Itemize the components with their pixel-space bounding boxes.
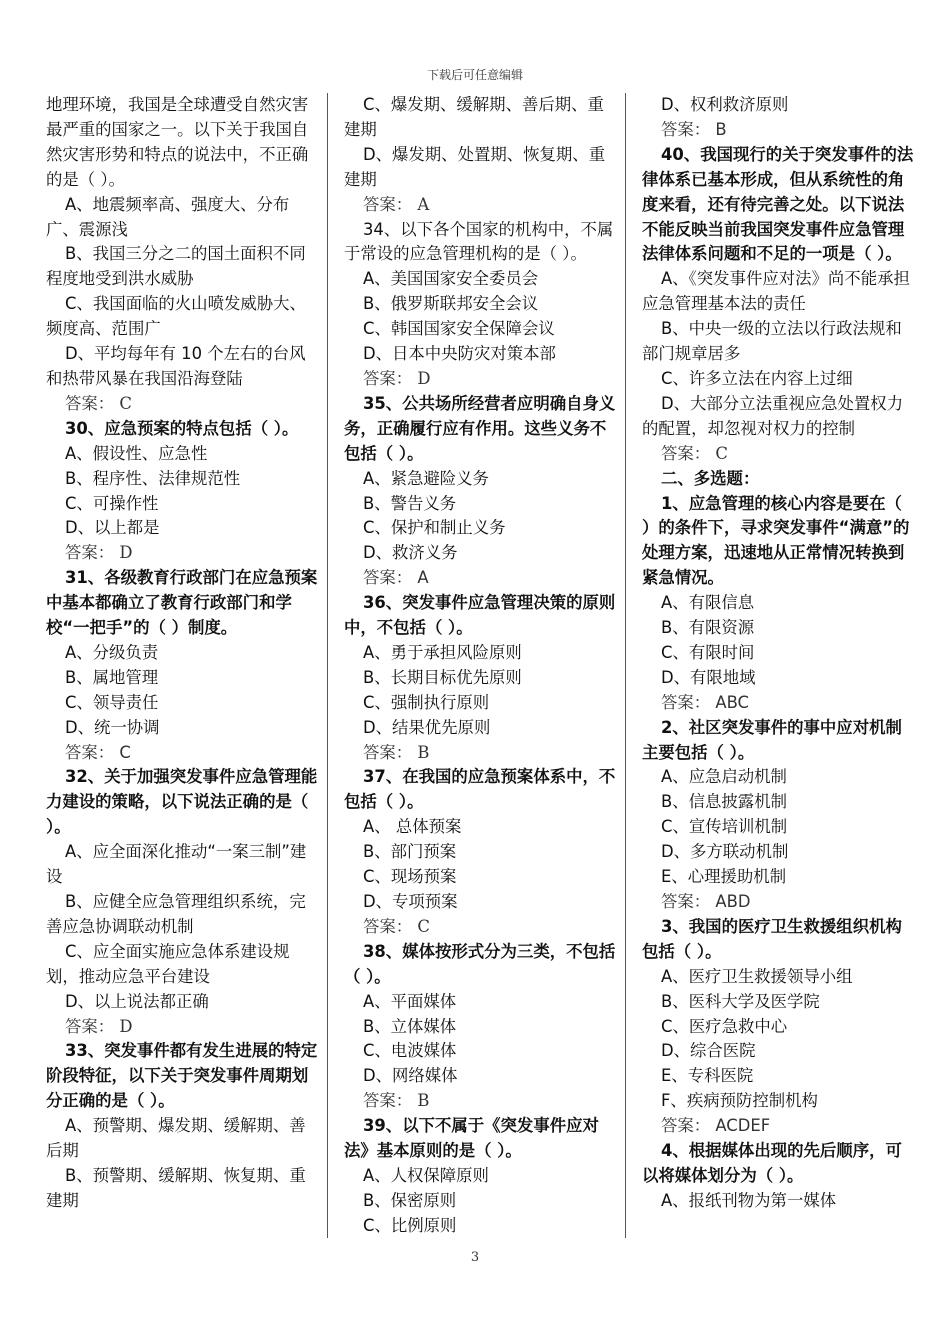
text-paragraph: C、可操作性 xyxy=(65,493,159,513)
text-paragraph: B、中央一级的立法以行政法规和部门规章居多 xyxy=(642,319,902,364)
answer-line: 答案： C xyxy=(65,742,131,762)
text-paragraph: A、有限信息 xyxy=(661,593,755,613)
text-paragraph: B、应健全应急管理组织系统，完善应急协调联动机制 xyxy=(46,892,306,936)
text-paragraph: D、以上都是 xyxy=(65,518,160,538)
answer-line: 答案： D xyxy=(363,368,431,388)
column-divider xyxy=(327,93,328,1238)
text-paragraph: A、医疗卫生救援领导小组 xyxy=(661,966,853,986)
answer-line: 答案： B xyxy=(661,119,727,139)
text-paragraph: A、勇于承担风险原则 xyxy=(363,642,522,662)
text-paragraph: E、心理援助机制 xyxy=(661,867,787,887)
text-paragraph: D、大部分立法重视应急处置权力的配置，却忽视对权力的控制 xyxy=(642,393,904,438)
page-header: 下载后可任意编辑 xyxy=(426,68,523,82)
question-heading: 1、应急管理的核心内容是要在（ ）的条件下，寻求突发事件“满意”的处理方案，迅速地从正常情况转换到紧急情况。 xyxy=(642,493,910,588)
text-paragraph: A、报纸刊物为第一媒体 xyxy=(661,1190,837,1210)
text-paragraph: C、我国面临的火山喷发威胁大、频度高、范围广 xyxy=(46,294,306,339)
text-paragraph: A、美国国家安全委员会 xyxy=(363,269,539,289)
question-heading: 38、媒体按形式分为三类，不包括（ ）。 xyxy=(344,941,616,986)
text-paragraph: C、现场预案 xyxy=(363,867,457,887)
text-paragraph: B、保密原则 xyxy=(363,1190,457,1210)
answer-line: 答案： A xyxy=(363,194,430,214)
text-paragraph: A、假设性、应急性 xyxy=(65,443,208,463)
text-paragraph: A、分级负责 xyxy=(65,642,159,662)
text-paragraph: C、宣传培训机制 xyxy=(661,817,788,837)
text-paragraph: A、 总体预案 xyxy=(363,817,462,837)
text-paragraph: B、部门预案 xyxy=(363,842,457,862)
text-paragraph: E、专科医院 xyxy=(661,1066,754,1086)
question-heading: 二、多选题： xyxy=(661,468,760,488)
text-paragraph: B、立体媒体 xyxy=(363,1016,457,1036)
question-heading: 37、在我国的应急预案体系中，不包括（ ）。 xyxy=(344,767,616,812)
text-paragraph: B、预警期、缓解期、恢复期、重建期 xyxy=(46,1165,306,1210)
text-paragraph: D、专项预案 xyxy=(363,892,458,911)
page-number: 3 xyxy=(470,1250,480,1265)
text-paragraph: C、有限时间 xyxy=(661,642,755,662)
text-paragraph: A、人权保障原则 xyxy=(363,1165,489,1185)
text-paragraph: B、信息披露机制 xyxy=(661,792,787,812)
text-paragraph: C、韩国国家安全保障会议 xyxy=(363,319,555,339)
text-paragraph: C、应全面实施应急体系建设规划，推动应急平台建设 xyxy=(46,941,290,986)
question-heading: 36、突发事件应急管理决策的原则中，不包括（ ）。 xyxy=(344,593,616,638)
question-heading: 39、以下不属于《突发事件应对法》基本原则的是（ ）。 xyxy=(344,1116,599,1161)
question-heading: 40、我国现行的关于突发事件的法律体系已基本形成，但从系统性的角度来看，还有待完善之处。以下说法不能反映当前我国突发事件应急管理法律体系问题和不足的一项是（ ）。 xyxy=(642,144,914,264)
text-paragraph: D、以上说法都正确 xyxy=(65,991,209,1011)
text-paragraph: A、紧急避险义务 xyxy=(363,468,489,488)
text-paragraph: B、长期目标优先原则 xyxy=(363,667,522,687)
answer-line: 答案： ABD xyxy=(661,892,751,911)
text-paragraph: D、网络媒体 xyxy=(363,1066,458,1086)
text-paragraph: A、《突发事件应对法》尚不能承担应急管理基本法的责任 xyxy=(642,269,910,314)
question-heading: 32、关于加强突发事件应急管理能力建设的策略，以下说法正确的是（ ）。 xyxy=(46,767,318,837)
text-paragraph: D、日本中央防灾对策本部 xyxy=(363,344,556,364)
answer-line: 答案： D xyxy=(65,543,133,563)
text-paragraph: B、我国三分之二的国土面积不同程度地受到洪水威胁 xyxy=(46,244,306,289)
text-paragraph: 34、以下各个国家的机构中，不属于常设的应急管理机构的是（ ）。 xyxy=(344,219,614,264)
text-paragraph: C、强制执行原则 xyxy=(363,692,490,712)
text-paragraph: D、救济义务 xyxy=(363,543,458,563)
answer-line: 答案： A xyxy=(363,568,429,588)
text-paragraph: B、有限资源 xyxy=(661,618,755,638)
question-heading: 30、应急预案的特点包括（ ）。 xyxy=(65,418,299,438)
text-paragraph: D、平均每年有 10 个左右的台风和热带风暴在我国沿海登陆 xyxy=(46,344,306,388)
text-paragraph: C、保护和制止义务 xyxy=(363,518,506,538)
text-paragraph: A、地震频率高、强度大、分布广、震源浅 xyxy=(46,194,290,239)
answer-line: 答案： C xyxy=(363,916,430,936)
question-heading: 3、我国的医疗卫生救援组织机构包括（ ）。 xyxy=(642,916,902,961)
text-paragraph: D、爆发期、处置期、恢复期、重建期 xyxy=(344,144,606,189)
text-paragraph: B、医科大学及医学院 xyxy=(661,991,820,1011)
text-paragraph: F、疾病预防控制机构 xyxy=(661,1091,818,1111)
text-paragraph: A、平面媒体 xyxy=(363,991,457,1011)
text-paragraph: C、爆发期、缓解期、善后期、重建期 xyxy=(344,95,604,139)
text-paragraph: B、程序性、法律规范性 xyxy=(65,468,241,488)
text-paragraph: C、领导责任 xyxy=(65,692,159,712)
text-column-middle xyxy=(344,93,616,1239)
column-divider xyxy=(625,93,626,1238)
text-column-right xyxy=(642,93,914,1214)
text-paragraph: D、有限地域 xyxy=(661,667,756,687)
text-paragraph: C、电波媒体 xyxy=(363,1041,457,1061)
text-paragraph: A、预警期、爆发期、缓解期、善后期 xyxy=(46,1116,306,1161)
answer-line: 答案： B xyxy=(363,742,430,762)
text-column-left xyxy=(46,93,318,1214)
answer-line: 答案： B xyxy=(363,1091,430,1111)
question-heading: 2、社区突发事件的事中应对机制主要包括（ ）。 xyxy=(642,717,902,762)
answer-line: 答案： C xyxy=(65,393,132,413)
text-paragraph: C、医疗急救中心 xyxy=(661,1016,788,1036)
answer-line: 答案： D xyxy=(65,1016,133,1036)
text-paragraph: B、俄罗斯联邦安全会议 xyxy=(363,294,539,314)
text-paragraph: C、比例原则 xyxy=(363,1215,457,1235)
text-paragraph: A、应急启动机制 xyxy=(661,767,787,787)
answer-line: 答案： C xyxy=(661,443,728,463)
text-paragraph: D、统一协调 xyxy=(65,717,160,737)
text-paragraph: C、许多立法在内容上过细 xyxy=(661,368,853,388)
text-paragraph: D、结果优先原则 xyxy=(363,717,491,737)
answer-line: 答案： ABC xyxy=(661,692,749,712)
text-paragraph: D、权利救济原则 xyxy=(661,95,789,114)
question-heading: 35、公共场所经营者应明确自身义务，正确履行应有作用。这些义务不包括（ ）。 xyxy=(344,393,616,463)
text-paragraph: D、综合医院 xyxy=(661,1041,756,1061)
text-paragraph: D、多方联动机制 xyxy=(661,842,789,862)
text-paragraph: B、属地管理 xyxy=(65,667,159,687)
text-paragraph: A、应全面深化推动“一案三制”建设 xyxy=(46,842,307,887)
question-heading: 33、突发事件都有发生进展的特定阶段特征，以下关于突发事件周期划分正确的是（ ）。 xyxy=(46,1041,318,1111)
text-paragraph: 地理环境，我国是全球遭受自然灾害最严重的国家之一。以下关于我国自然灾害形势和特点的说法中，不正确的是（ ）。 xyxy=(46,95,309,189)
answer-line: 答案： ACDEF xyxy=(661,1116,771,1136)
question-heading: 4、根据媒体出现的先后顺序，可以将媒体划分为（ ）。 xyxy=(642,1141,902,1185)
text-paragraph: B、警告义务 xyxy=(363,493,457,513)
question-heading: 31、各级教育行政部门在应急预案中基本都确立了教育行政部门和学校“一把手”的（ ）制度。 xyxy=(46,568,318,638)
